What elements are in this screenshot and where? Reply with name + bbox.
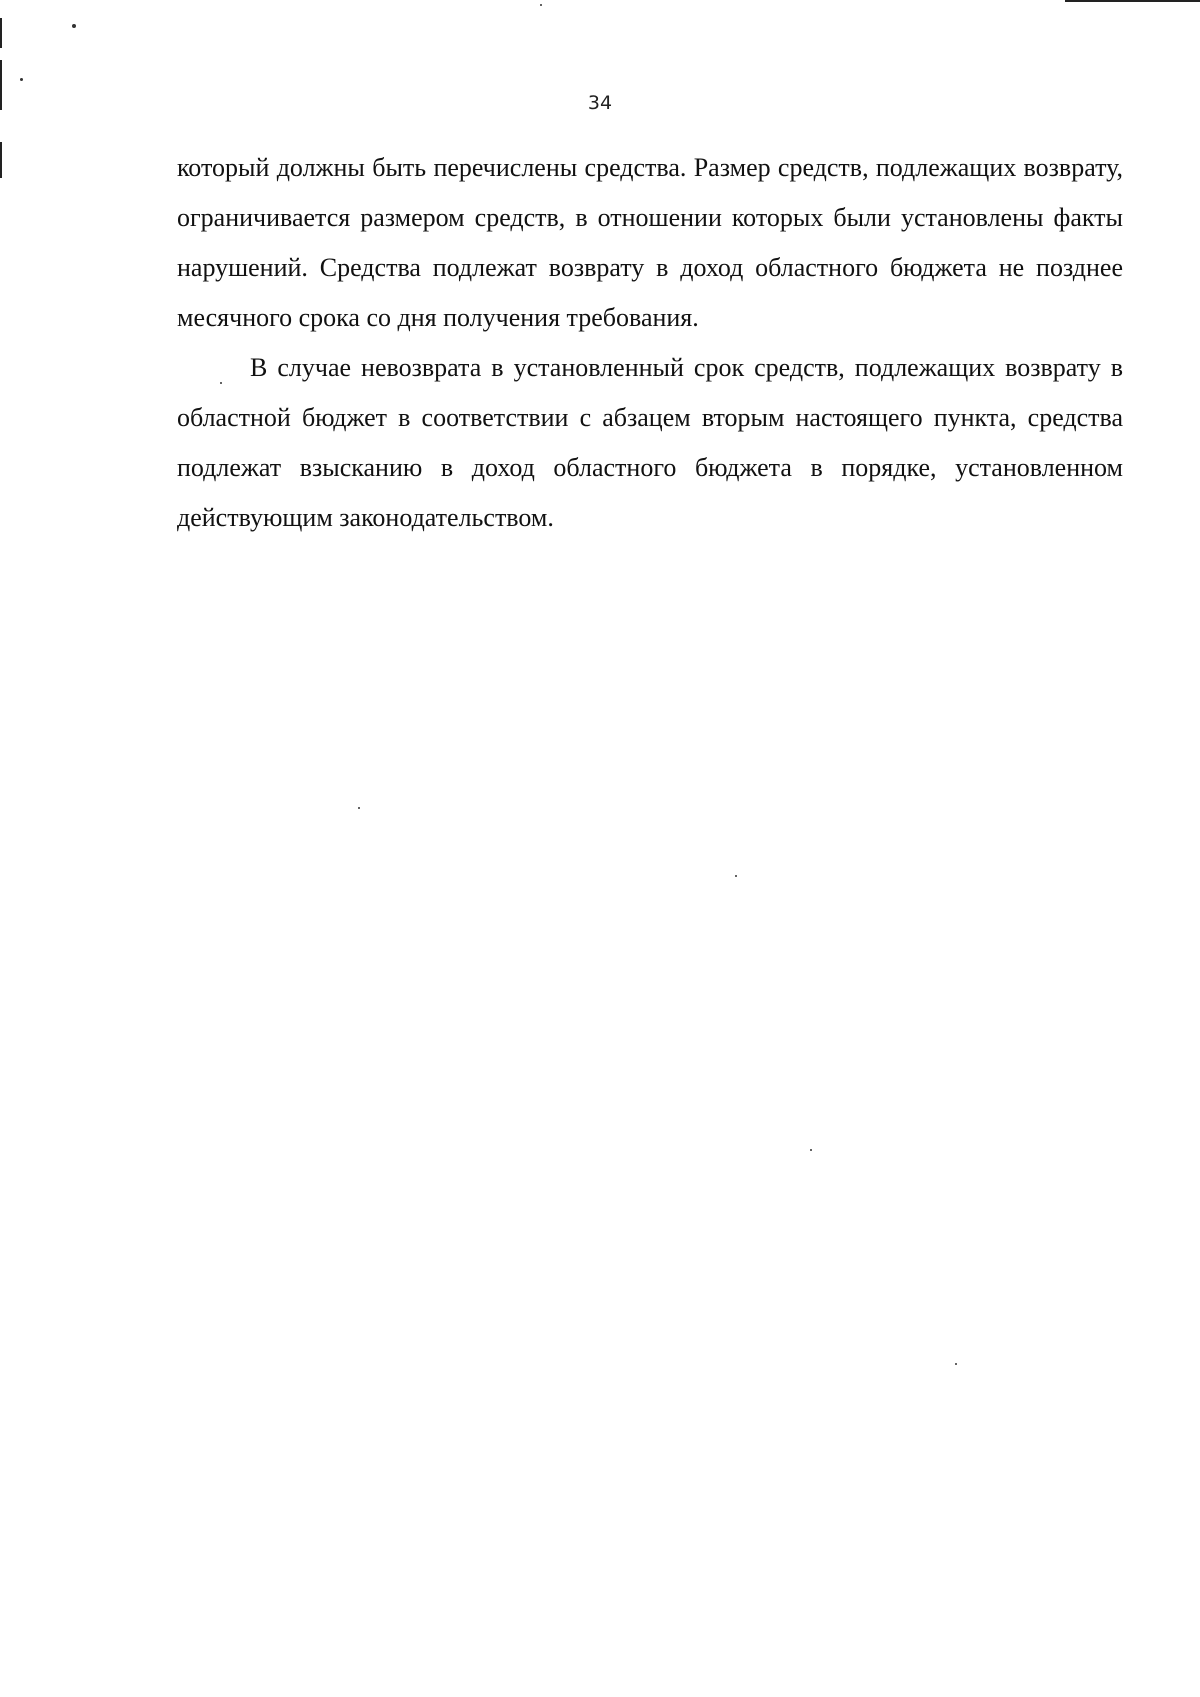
scan-speck (810, 1149, 812, 1151)
scan-edge-mark-mid (0, 142, 2, 178)
page-number: 34 (587, 92, 613, 114)
paragraph: который должны быть перечислены средства. Размер средств, подлежащих возврату, ограничивается размером средств, в отношении которых были установлены факты нарушений. Средства подлежат возврату в доход областного бюджета не позднее месячного срока со дня получения требования. (177, 153, 1123, 332)
scan-edge-mark-top (0, 18, 2, 48)
scan-speck (735, 875, 737, 877)
scan-speck (20, 78, 23, 81)
scan-speck (72, 24, 76, 28)
scan-speck (540, 4, 542, 6)
paragraph: В случае невозврата в установленный срок средств, подлежащих возврату в областной бюджет в соответствии с абзацем вторым настоящего пункта, средства подлежат взысканию в доход областного бюджета в порядке, установленном действующим законодательством. (177, 353, 1123, 532)
scan-speck (358, 807, 360, 809)
body-text (177, 143, 1123, 543)
scan-edge-mark-corner (1065, 0, 1200, 2)
scan-speck (955, 1363, 957, 1365)
